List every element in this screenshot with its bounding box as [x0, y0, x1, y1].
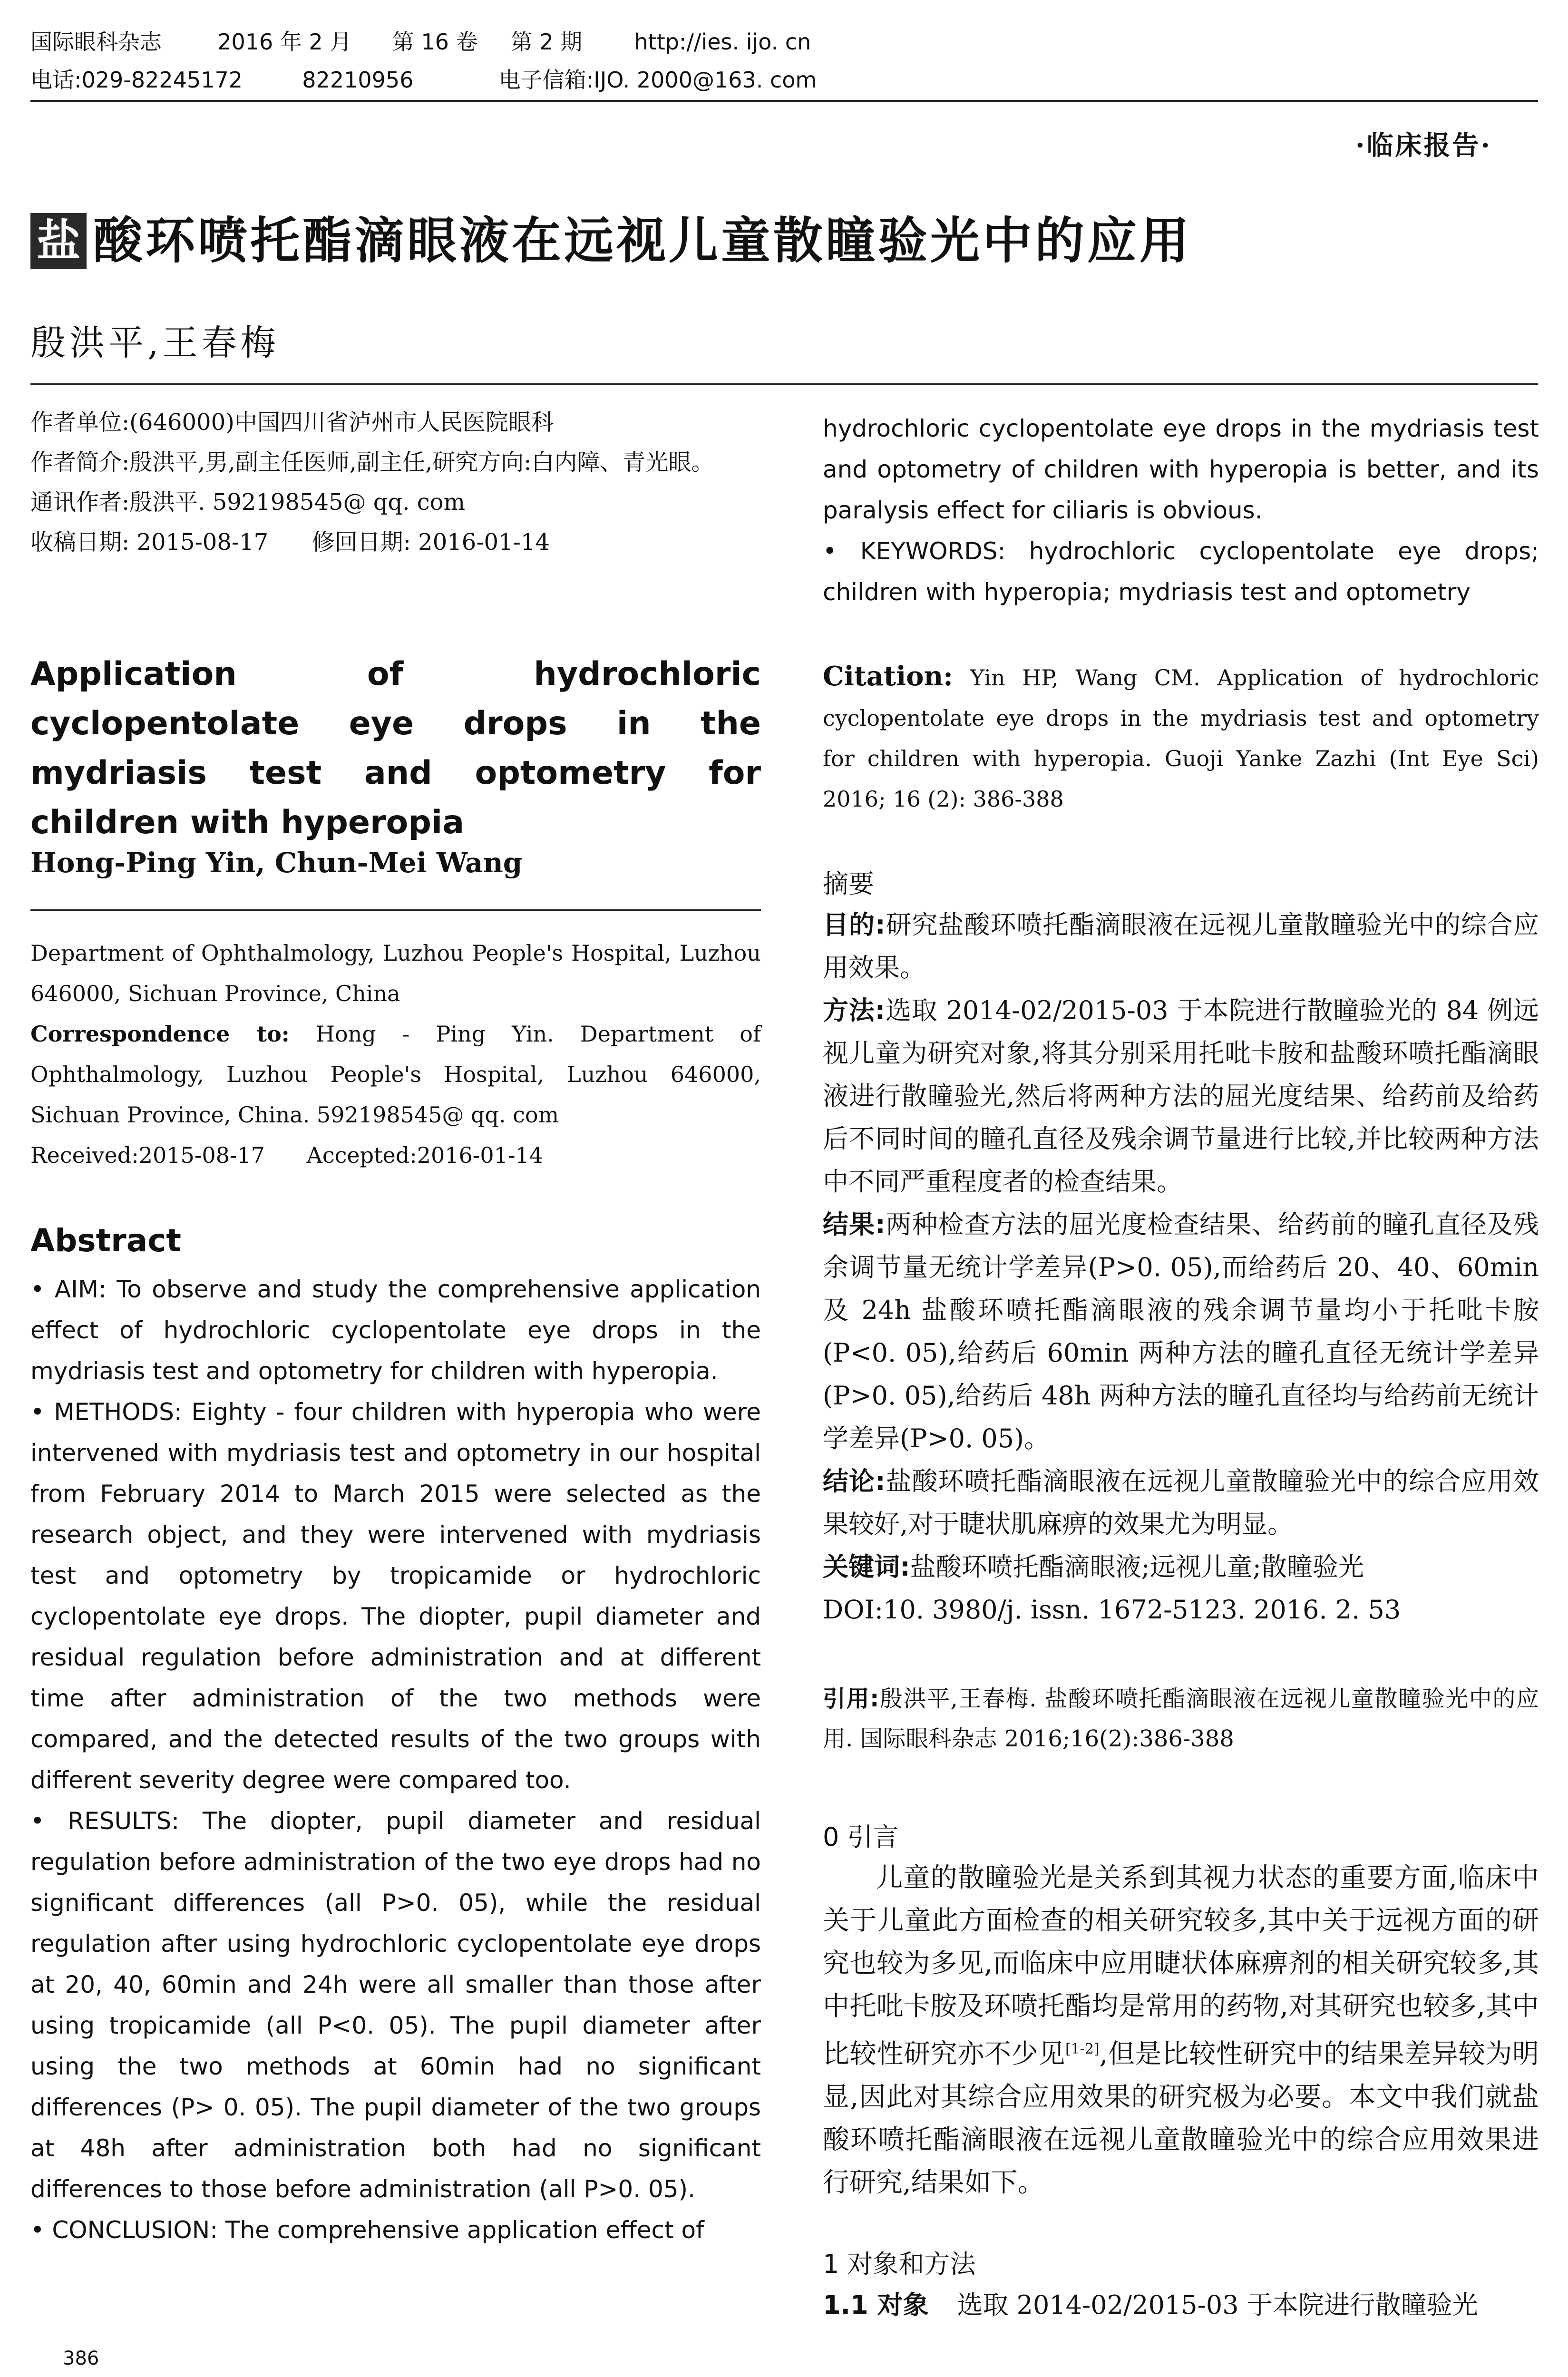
- cn-results: [823, 1203, 1539, 1460]
- issue-number: 第 2 期: [510, 29, 583, 55]
- correspondence: [30, 1014, 761, 1135]
- cn-methods-text: 选取 2014-02/2015-03 于本院进行散瞳验光的 84 例远视儿童为研究对象,将其分别采用托吡卡胺和盐酸环喷托酯滴眼液进行散瞳验光,然后将两种方法的屈光度结果、给药前及给药后不同时间的瞳孔直径及残余调节量进行比较,并比较两种方法中不同严重程度者的检查结果。: [823, 995, 1539, 1197]
- introduction-heading: 0 引言: [823, 1822, 899, 1852]
- author-info-block: [30, 402, 761, 562]
- intro-text-b: ,但是比较性研究中的结果差异较为明显,因此对其综合应用效果的研究极为必要。本文中我们就盐酸环喷托酯滴眼液在远视儿童散瞳验光中的综合应用效果进行研究,结果如下。: [823, 2038, 1539, 2198]
- received-dates: 收稿日期: 2015-08-17 修回日期: 2016-01-14: [30, 529, 550, 555]
- issue-date: 2016 年 2 月: [217, 29, 352, 55]
- introduction-body: [823, 1857, 1539, 2204]
- abstract-heading: Abstract: [30, 1222, 181, 1259]
- abstract-aim: • AIM: To observe and study the comprehensive application effect of hydrochloric cyclopentolate eye drops in the mydriasis test and optometry for children with hyperopia.: [30, 1276, 761, 1385]
- journal-email: 电子信箱:IJO. 2000@163. com: [498, 67, 817, 93]
- cn-aim-label: 目的:: [823, 910, 886, 940]
- cite-cn-text: 殷洪平,王春梅. 盐酸环喷托酯滴眼液在远视儿童散瞳验光中的应用. 国际眼科杂志 2016;16(2):386-388: [823, 1685, 1539, 1752]
- author-bio: 作者简介:殷洪平,男,副主任医师,副主任,研究方向:白内障、青光眼。: [30, 449, 714, 476]
- corresponding-author: 通讯作者:殷洪平. 592198545@ qq. com: [30, 489, 466, 516]
- cn-keywords-label: 关键词:: [823, 1552, 910, 1582]
- volume: 第 16 卷: [392, 29, 478, 55]
- methods-heading: 1 对象和方法: [823, 2249, 976, 2279]
- english-affiliation: Department of Ophthalmology, Luzhou People's Hospital, Luzhou 646000, Sichuan Province, China: [30, 940, 761, 1006]
- cn-keywords: [823, 1546, 1539, 1588]
- authors-chinese: 殷洪平,王春梅: [30, 322, 280, 363]
- cn-conclusion: [823, 1460, 1539, 1546]
- abstract-conclusion-end: hydrochloric cyclopentolate eye drops in the mydriasis test and optometry of children with hyperopia is better, and its paralysis effect for ciliaris is obvious.: [823, 415, 1539, 524]
- affiliation-rule: [30, 909, 761, 911]
- cn-aim-text: 研究盐酸环喷托酯滴眼液在远视儿童散瞳验光中的综合应用效果。: [823, 910, 1539, 983]
- chinese-abstract-body: [823, 904, 1539, 1631]
- cn-conclusion-label: 结论:: [823, 1466, 886, 1496]
- abstract-body: [30, 1269, 761, 2250]
- abstract-results: • RESULTS: The diopter, pupil diameter and residual regulation before administration of the two eye drops had no significant differences (all P>0. 05), while the residual regulation after using hydrochloric cyclopentolate eye drops at 20, 40, 60min and 24h were all smaller than those after using tropicamide (all P<0. 05). The pupil diameter after using the two methods at 60min had no significant differences (P> 0. 05). The pupil diameter of the two groups at 48h after administration both had no significant differences to those before administration (all P>0. 05).: [30, 1807, 761, 2203]
- doi: DOI:10. 3980/j. issn. 1672-5123. 2016. 2. 53: [823, 1595, 1401, 1625]
- abstract-methods: • METHODS: Eighty - four children with hyperopia who were intervened with mydriasis test and optometry in our hospital from February 2014 to March 2015 were selected as the research object, and they were intervened with mydriasis test and optometry by tropicamide or hydrochloric cyclopentolate eye drops. The diopter, pupil diameter and residual regulation before administration and at different time after administration of the two methods were compared, and the detected results of the two groups with different severity degree were compared too.: [30, 1398, 761, 1794]
- methods-sub-label: 1.1 对象: [823, 2290, 929, 2320]
- running-header-line-1: [30, 29, 811, 55]
- article-title: 酸环喷托酯滴眼液在远视儿童散瞳验光中的应用: [93, 212, 1192, 270]
- intro-reference: [1-2]: [1065, 2041, 1100, 2057]
- phone-2: 82210956: [302, 67, 414, 93]
- journal-name: 国际眼科杂志: [30, 29, 162, 55]
- cn-methods: [823, 989, 1539, 1203]
- cn-conclusion-text: 盐酸环喷托酯滴眼液在远视儿童散瞳验光中的综合应用效果较好,对于睫状肌麻痹的效果尤为明显。: [823, 1466, 1539, 1539]
- author-affiliation: 作者单位:(646000)中国四川省泸州市人民医院眼科: [30, 409, 554, 436]
- english-title: Application of hydrochloric cyclopentolate eye drops in the mydriasis test and optometry for children with hyperopia: [30, 655, 761, 841]
- received-accepted: Received:2015-08-17 Accepted:2016-01-14: [30, 1142, 543, 1168]
- title-rule: [30, 383, 1538, 385]
- journal-url: http://ies. ijo. cn: [634, 29, 811, 55]
- cn-aim: [823, 904, 1539, 989]
- phone: 电话:029-82245172: [30, 67, 243, 93]
- cn-keywords-text: 盐酸环喷托酯滴眼液;远视儿童;散瞳验光: [910, 1552, 1364, 1582]
- citation-label: Citation:: [823, 661, 953, 692]
- page-number: 386: [63, 2348, 99, 2369]
- title-initial-mark: 盐: [30, 213, 87, 269]
- cn-methods-label: 方法:: [823, 995, 886, 1025]
- abstract-keywords: • KEYWORDS: hydrochloric cyclopentolate eye drops; children with hyperopia; mydriasis test and optometry: [823, 537, 1539, 606]
- english-affiliation-block: [30, 933, 761, 1176]
- chinese-abstract-heading: 摘要: [823, 869, 874, 899]
- abstract-conclusion-start: • CONCLUSION: The comprehensive application effect of: [30, 2216, 704, 2244]
- cn-results-label: 结果:: [823, 1209, 886, 1239]
- correspondence-label: Correspondence to:: [30, 1021, 290, 1047]
- chinese-citation: [823, 1679, 1539, 1759]
- running-header-line-2: [30, 67, 817, 93]
- cn-results-text: 两种检查方法的屈光度检查结果、给药前的瞳孔直径及残余调节量无统计学差异(P>0. 05),而给药后 20、40、60min 及 24h 盐酸环喷托酯滴眼液的残余调节量均小于托吡卡胺(P<0. 05),给药后 60min 两种方法的瞳孔直径无统计学差异(P>0. 05),给药后 48h 两种方法的瞳孔直径均与给药前无统计学差异(P>0. 05)。: [823, 1209, 1539, 1453]
- abstract-continued: [823, 408, 1539, 613]
- methods-subsection: [823, 2285, 1539, 2321]
- citation-text: Yin HP, Wang CM. Application of hydrochloric cyclopentolate eye drops in the mydriasis test and optometry for children with hyperopia. Guoji Yanke Zazhi (Int Eye Sci) 2016; 16 (2): 386-388: [823, 665, 1539, 812]
- english-citation: [823, 656, 1539, 819]
- english-authors: Hong-Ping Yin, Chun-Mei Wang: [30, 847, 523, 879]
- methods-sub-text: 选取 2014-02/2015-03 于本院进行散瞳验光: [957, 2290, 1478, 2320]
- intro-text-a: 儿童的散瞳验光是关系到其视力状态的重要方面,临床中关于儿童此方面检查的相关研究较多,其中关于远视方面的研究也较为多见,而临床中应用睫状体麻痹剂的相关研究较多,其中托吡卡胺及环喷托酯均是常用的药物,对其研究也较多,其中比较性研究亦不少见: [823, 1862, 1539, 2070]
- cite-cn-label: 引用:: [823, 1685, 879, 1712]
- section-label: ·临床报告·: [1355, 130, 1492, 161]
- header-rule: [30, 100, 1538, 102]
- correspondence-text: Hong - Ping Yin. Department of Ophthalmology, Luzhou People's Hospital, Luzhou 646000, Sichuan Province, China. 592198545@ qq. com: [30, 1021, 761, 1128]
